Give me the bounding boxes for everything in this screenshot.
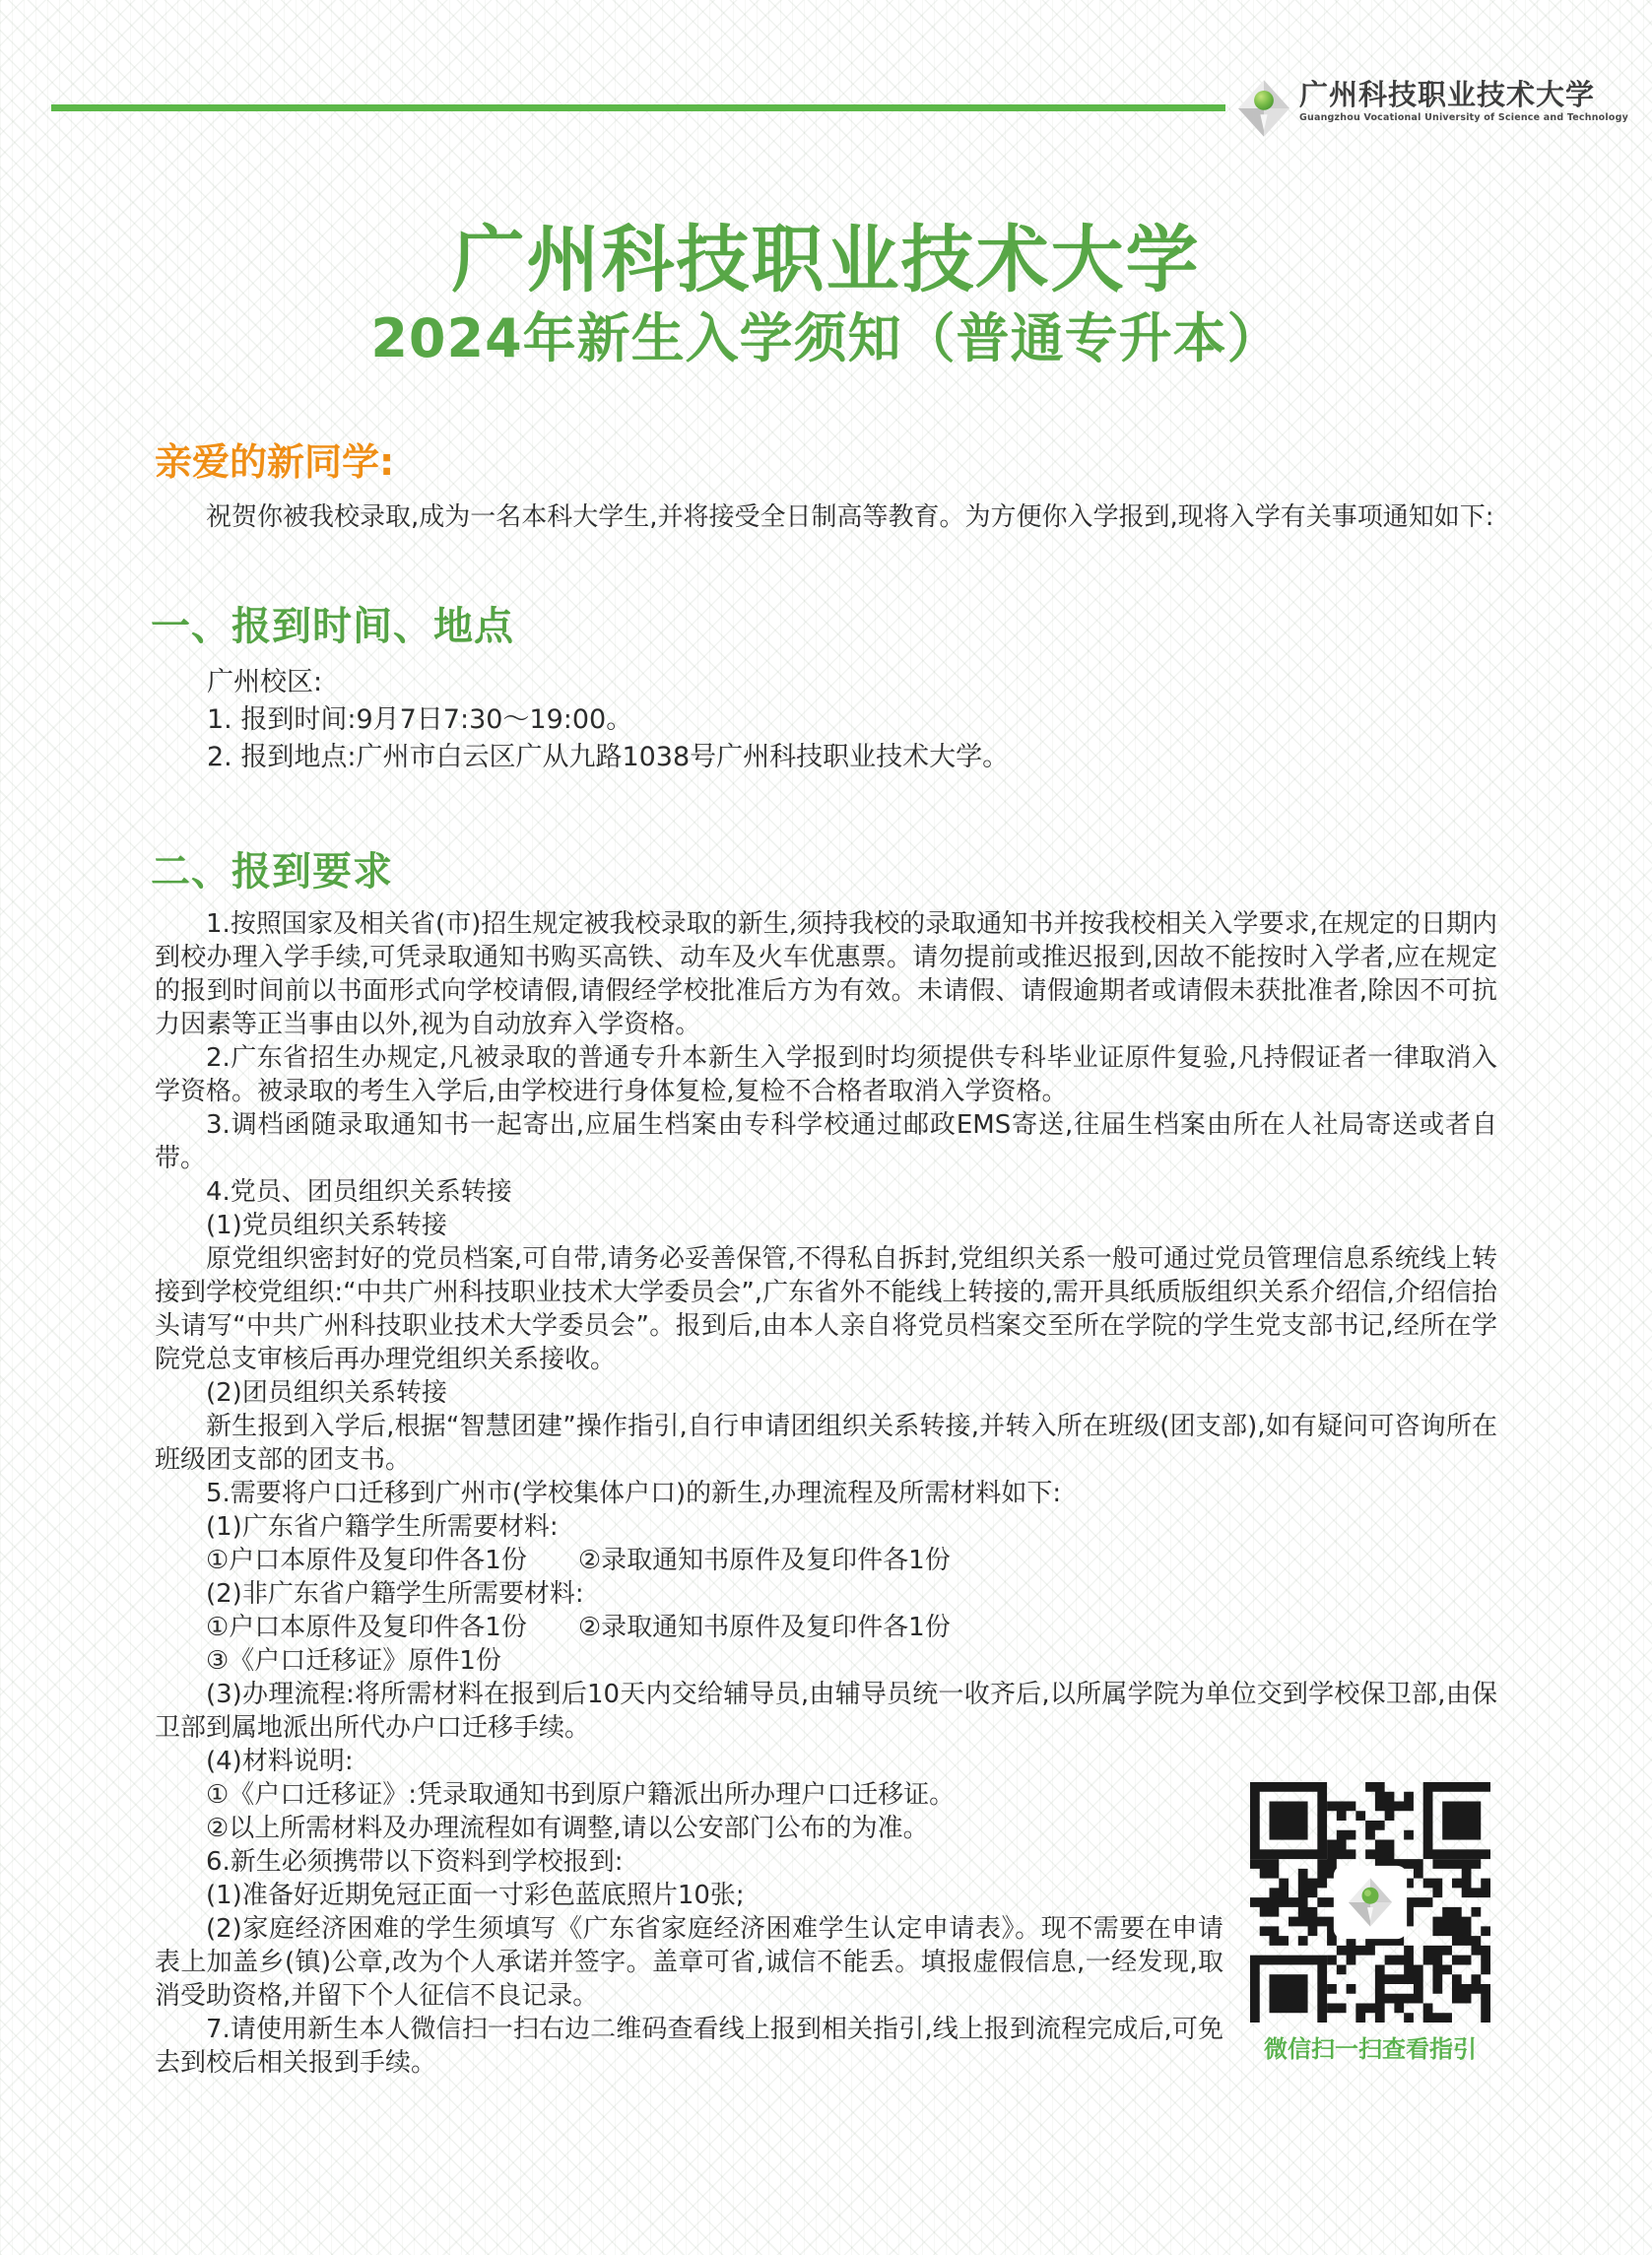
report-time-line: 1. 报到时间:9月7日7:30～19:00。	[207, 704, 633, 735]
logo-text-cn: 广州科技职业技术大学	[1299, 78, 1596, 111]
notice-paragraph: ②以上所需材料及办理流程如有调整,请以公安部门公布的为准。	[206, 1814, 929, 1843]
notice-paragraph: ③《户口迁移证》原件1份	[206, 1646, 501, 1676]
notice-paragraph: 6.新生必须携带以下资料到学校报到:	[206, 1847, 624, 1877]
notice-paragraph: (1)党员组织关系转接	[206, 1211, 447, 1240]
notice-paragraph: ①户口本原件及复印件各1份 ②录取通知书原件及复印件各1份	[206, 1546, 951, 1575]
notice-paragraph: (4)材料说明:	[206, 1747, 354, 1776]
university-logo	[1237, 79, 1628, 142]
notice-paragraph: 原党组织密封好的党员档案,可自带,请务必妥善保管,不得私自拆封,党组织关系一般可通过党员管理信息系统线上转接到学校党组织:“中共广州科技职业技术大学委员会”,广东省外不能线上转接的,需开具纸质版组织关系介绍信,介绍信抬头请写“中共广州科技职业技术大学委员会”。报到后,由本人亲自将党员档案交至所在学院的学生党支部书记,经所在学院党总支审核后再办理党组织关系接收。	[155, 1244, 1497, 1374]
intro-paragraph: 祝贺你被我校录取,成为一名本科大学生,并将接受全日制高等教育。为方便你入学报到,现将入学有关事项通知如下:	[206, 502, 1494, 532]
notice-paragraph: ①《户口迁移证》:凭录取通知书到原户籍派出所办理户口迁移证。	[206, 1780, 956, 1810]
notice-paragraph: (2)团员组织关系转接	[206, 1378, 447, 1408]
notice-paragraph: 7.请使用新生本人微信扫一扫右边二维码查看线上报到相关指引,线上报到流程完成后,可免去到校后相关报到手续。	[155, 2015, 1223, 2078]
greeting-heading: 亲爱的新同学:	[155, 440, 395, 484]
header-rule	[51, 104, 1225, 111]
section-heading-report-time-place: 一、报到时间、地点	[151, 604, 514, 649]
notice-paragraph: (1)广东省户籍学生所需要材料:	[206, 1512, 559, 1542]
logo-diamond-icon	[1237, 79, 1290, 142]
page-subtitle: 2024年新生入学须知（普通专升本）	[370, 307, 1282, 369]
qr-caption: 微信扫一扫查看指引	[1264, 2035, 1477, 2063]
qr-panel	[1243, 1782, 1497, 2074]
campus-line: 广州校区:	[207, 667, 323, 697]
notice-paragraph: 新生报到入学后,根据“智慧团建”操作指引,自行申请团组织关系转接,并转入所在班级(团支部),如有疑问可咨询所在班级团支部的团支书。	[155, 1412, 1497, 1475]
section-report-time-place	[207, 664, 1487, 776]
notice-paragraph: 4.党员、团员组织关系转接	[206, 1177, 512, 1207]
notice-paragraph: 2.广东省招生办规定,凡被录取的普通专升本新生入学报到时均须提供专科毕业证原件复验,凡持假证者一律取消入学资格。被录取的考生入学后,由学校进行身体复检,复检不合格者取消入学资格。	[155, 1043, 1497, 1106]
notice-paragraph: (3)办理流程:将所需材料在报到后10天内交给辅导员,由辅导员统一收齐后,以所属学院为单位交到学校保卫部,由保卫部到属地派出所代办户口迁移手续。	[155, 1680, 1497, 1743]
notice-paragraph: (2)家庭经济困难的学生须填写《广东省家庭经济困难学生认定申请表》。现不需要在申请表上加盖乡(镇)公章,改为个人承诺并签字。盖章可省,诚信不能丢。填报虚假信息,一经发现,取消受助资格,并留下个人征信不良记录。	[155, 1914, 1223, 2011]
notice-paragraph: ①户口本原件及复印件各1份 ②录取通知书原件及复印件各1份	[206, 1613, 951, 1642]
notice-paragraph: 3.调档函随录取通知书一起寄出,应届生档案由专科学校通过邮政EMS寄送,往届生档案由所在人社局寄送或者自带。	[155, 1110, 1497, 1173]
page-title: 广州科技职业技术大学	[451, 218, 1201, 302]
section-heading-report-requirements: 二、报到要求	[151, 849, 393, 895]
qr-code	[1250, 1782, 1490, 2023]
section-report-requirements	[155, 907, 1497, 2084]
logo-text-en: Guangzhou Vocational University of Science and Technology	[1299, 112, 1628, 123]
notice-paragraph: (1)准备好近期免冠正面一寸彩色蓝底照片10张;	[206, 1881, 745, 1910]
report-location-line: 2. 报到地点:广州市白云区广从九路1038号广州科技职业技术大学。	[207, 742, 1010, 772]
notice-paragraph: (2)非广东省户籍学生所需要材料:	[206, 1579, 584, 1609]
notice-paragraph: 1.按照国家及相关省(市)招生规定被我校录取的新生,须持我校的录取通知书并按我校相关入学要求,在规定的日期内到校办理入学手续,可凭录取通知书购买高铁、动车及火车优惠票。请勿提前或推迟报到,因故不能按时入学者,应在规定的报到时间前以书面形式向学校请假,请假经学校批准后方为有效。未请假、请假逾期者或请假未获批准者,除因不可抗力因素等正当事由以外,视为自动放弃入学资格。	[155, 909, 1497, 1039]
notice-paragraph: 5.需要将户口迁移到广州市(学校集体户口)的新生,办理流程及所需材料如下:	[206, 1479, 1062, 1508]
